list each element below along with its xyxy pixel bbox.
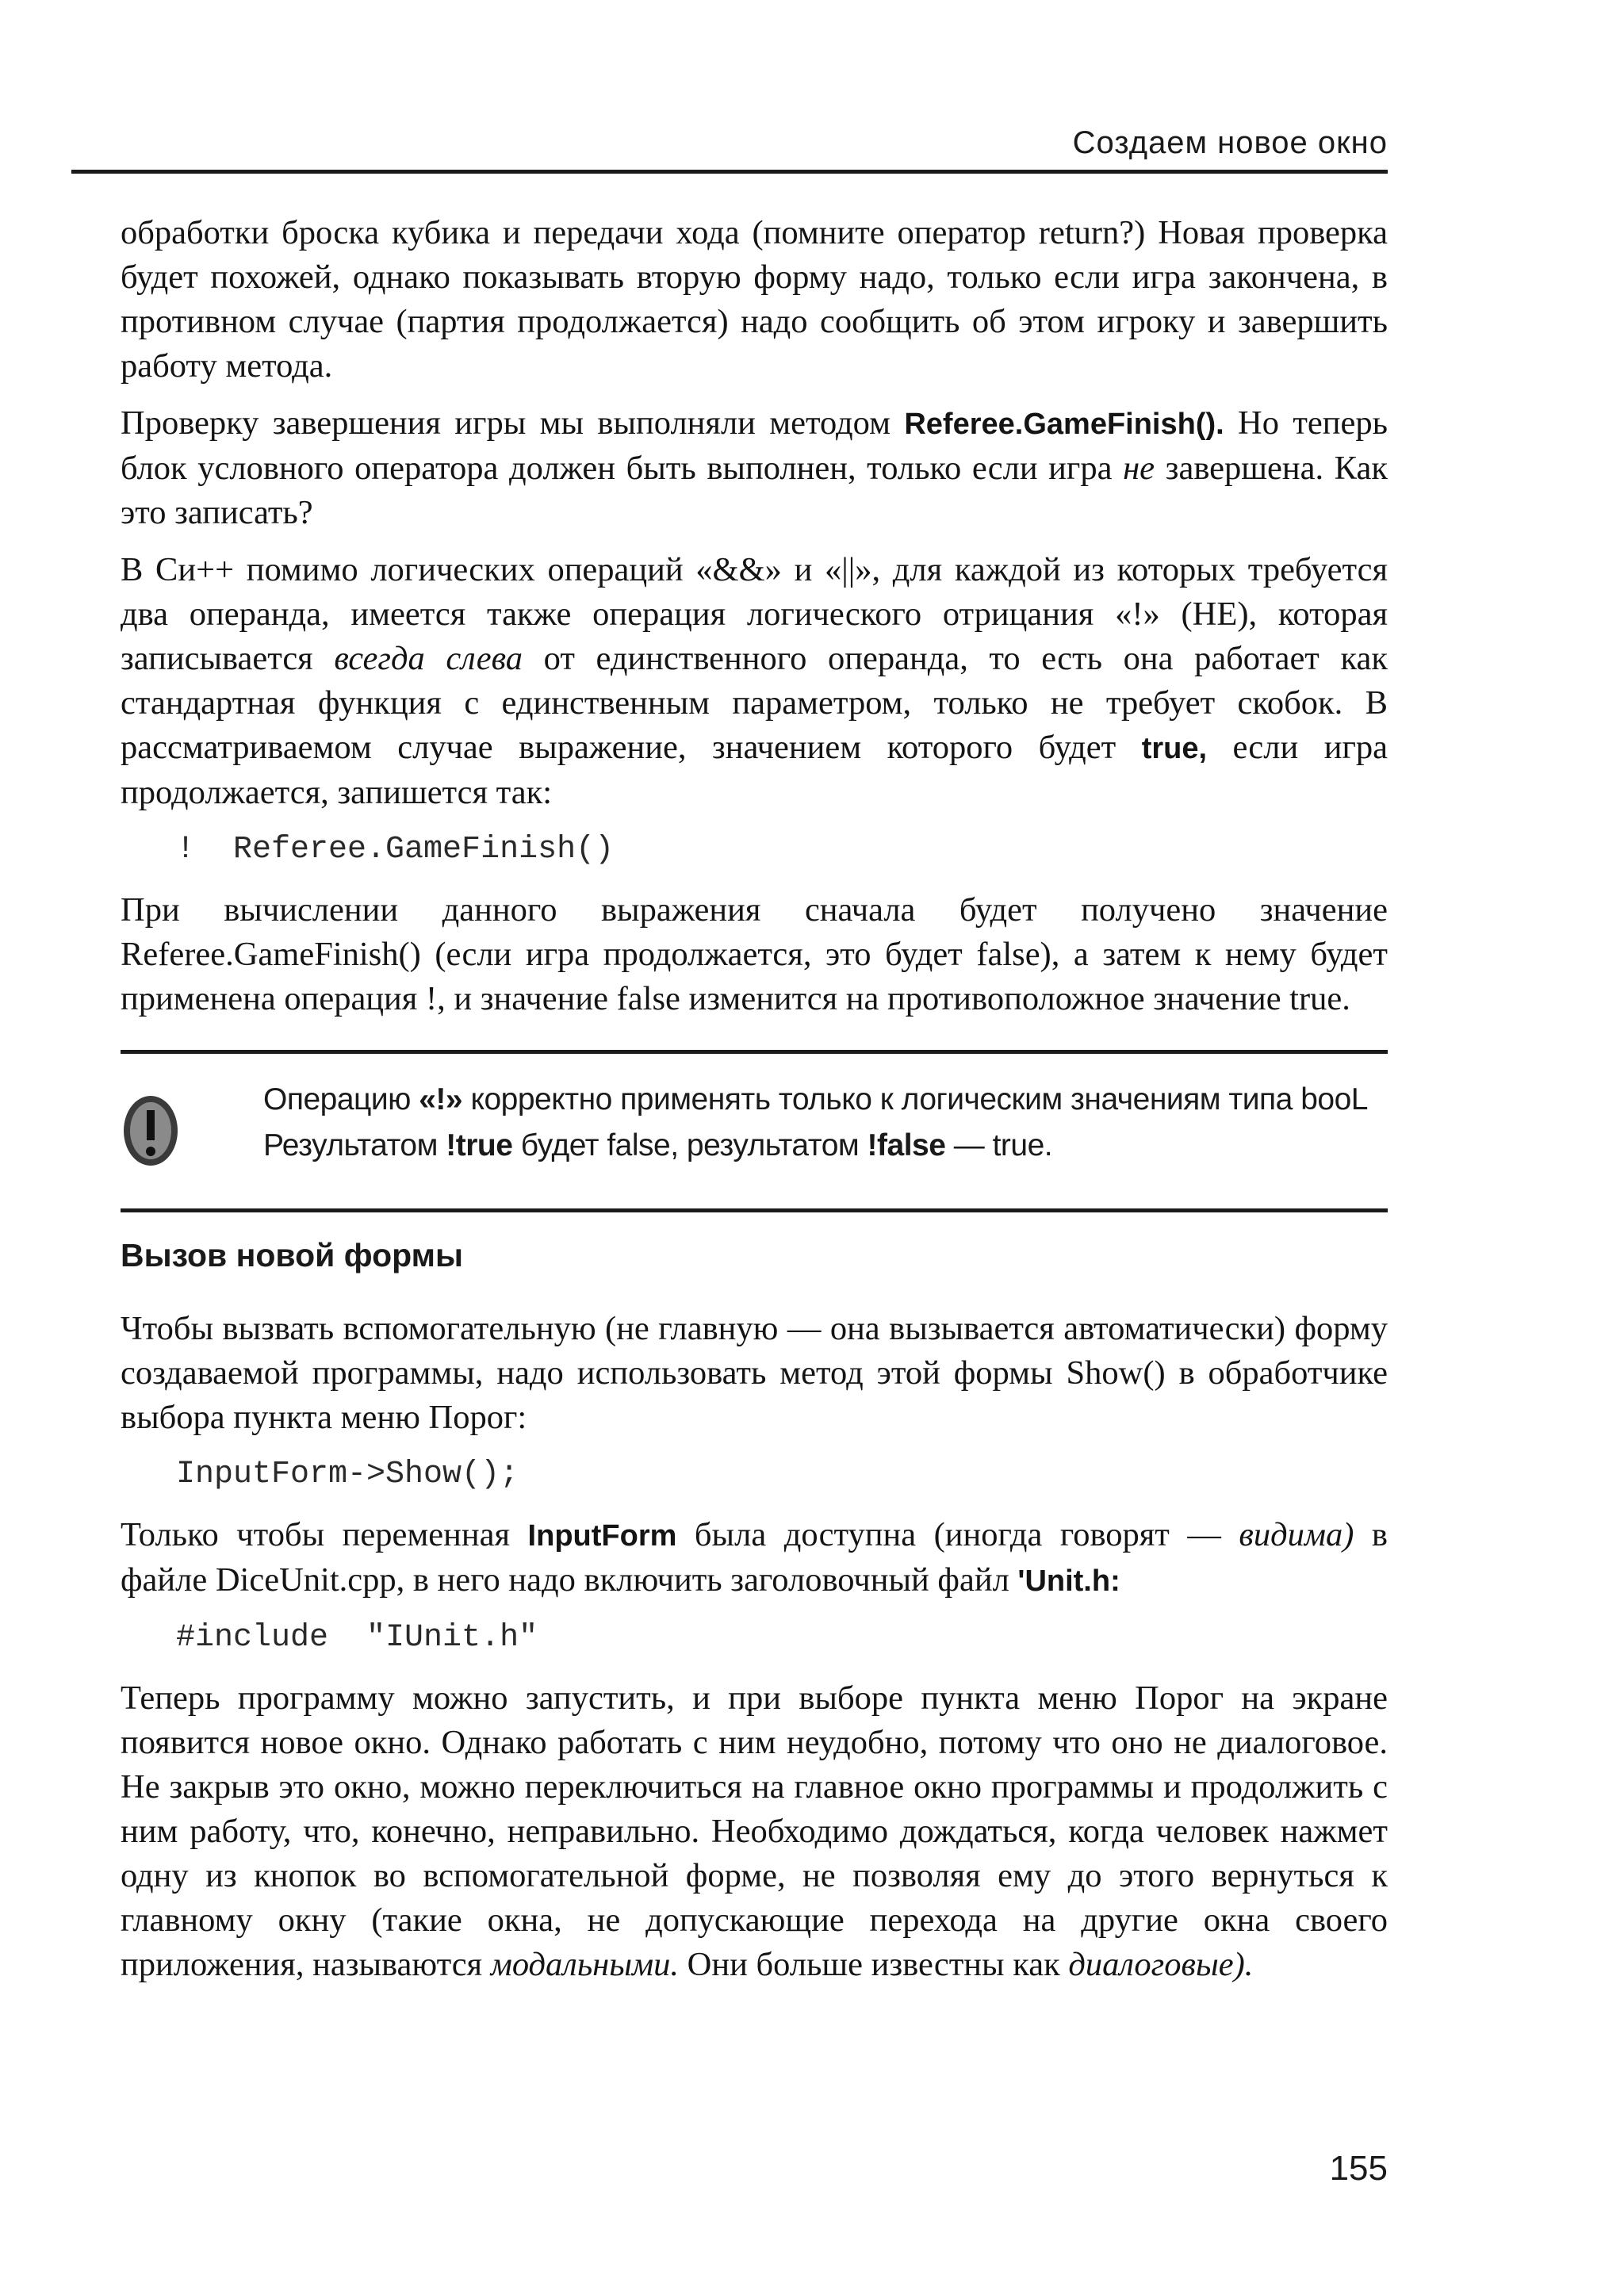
text-run: от единственного операнда, то есть она работает как стандартная функция с единственным параметром, только не требует скобок. В рассматриваемом случае выражение, значением которого будет (121, 640, 1388, 766)
emphasis: всегда слева (334, 640, 523, 677)
text-run: Операцию (263, 1082, 419, 1116)
inline-code: InputForm (527, 1519, 677, 1553)
paragraph-3 (121, 548, 1388, 815)
text-run: корректно применять только к логическим значениям типа booL Результатом (263, 1082, 1367, 1162)
inline-code: !false (867, 1128, 946, 1162)
text-run: Они больше известны как (679, 1946, 1069, 1983)
section-heading: Вызов новой формы (121, 1237, 463, 1273)
inline-code: true, (1141, 732, 1208, 765)
paragraph-5: Чтобы вызвать вспомогательную (не главную — она вызывается автоматически) форму создаваемой программы, надо использовать метод этой формы Show() в обработчике выбора пункта меню Порог: (121, 1310, 1388, 1436)
note-rule-bottom (121, 1208, 1388, 1212)
inline-code: 'Unit.h: (1017, 1564, 1120, 1598)
paragraph-2 (121, 401, 1388, 535)
code-block-show: InputForm->Show(); (176, 1457, 519, 1492)
paragraph-1: обработки броска кубика и передачи хода (помните оператор return?) Новая проверка будет похожей, однако показывать вторую форму надо, только если игра закончена, в противном случае (партия продолжается) надо сообщить об этом игроку и завершить работу метода. (121, 214, 1388, 385)
note-box (121, 1050, 1388, 1215)
text-run: завершена. Как это записать? (121, 450, 1388, 531)
text-run: будет false, результатом (512, 1128, 868, 1162)
text-run: Но теперь блок условного оператора должен быть выполнен, только если игра (121, 404, 1388, 487)
paragraph-4: При вычислении данного выражения сначала будет получено значение Referee.GameFinish() (если игра продолжается, это будет false), а затем к нему будет применена операция !, и значение false изменится на противоположное значение true. (121, 891, 1388, 1017)
inline-code: Referee.GameFinish(). (904, 408, 1224, 441)
note-text (263, 1077, 1381, 1169)
paragraph-6 (121, 1513, 1388, 1603)
emphasis: модальными. (490, 1946, 680, 1983)
text-run: была доступна (иногда говорят — (676, 1516, 1239, 1553)
text-run: в файле DiceUnit.cpp, в него надо включить заголовочный файл (121, 1516, 1388, 1599)
header-rule (71, 170, 1388, 174)
note-rule-top (121, 1050, 1388, 1054)
emphasis: диалоговые). (1068, 1946, 1254, 1983)
running-header: Создаем новое окно (1072, 125, 1388, 160)
code-block-include: #include "IUnit.h" (176, 1620, 538, 1656)
text-run: — true. (945, 1128, 1053, 1162)
text-run: Проверку завершения игры мы выполняли методом (121, 404, 905, 442)
text-run: если игра продолжается, запишется так: (121, 729, 1388, 811)
emphasis: видима) (1239, 1516, 1354, 1553)
page-body (121, 211, 1388, 2000)
text-run: В Си++ помимо логических операций «&&» и «||», для каждой из которых требуется два операнда, имеется также операция логического отрицания «!» (НЕ), которая записывается (121, 551, 1388, 677)
text-run: Только чтобы переменная (121, 1516, 528, 1553)
emphasis: не (1123, 450, 1155, 487)
page-number: 155 (1329, 2149, 1388, 2188)
inline-code: «!» (419, 1082, 463, 1116)
paragraph-7 (121, 1676, 1388, 1987)
warning-icon (121, 1088, 181, 1174)
text-run: Теперь программу можно запустить, и при выборе пункта меню Порог на экране появится новое окно. Однако работать с ним неудобно, потому что оно не диалоговое. Не закрыв это окно, можно переключиться на главное окно программы и продолжить с ним работу, что, конечно, неправильно. Необходимо дождаться, когда человек нажмет одну из кнопок во вспомогательной форме, не позволяя ему до этого вернуться к главному окну (такие окна, не допускающие перехода на другие окна своего приложения, называются (121, 1679, 1388, 1983)
code-block-not-gamefinish: ! Referee.GameFinish() (176, 832, 615, 867)
inline-code: !true (446, 1128, 513, 1162)
